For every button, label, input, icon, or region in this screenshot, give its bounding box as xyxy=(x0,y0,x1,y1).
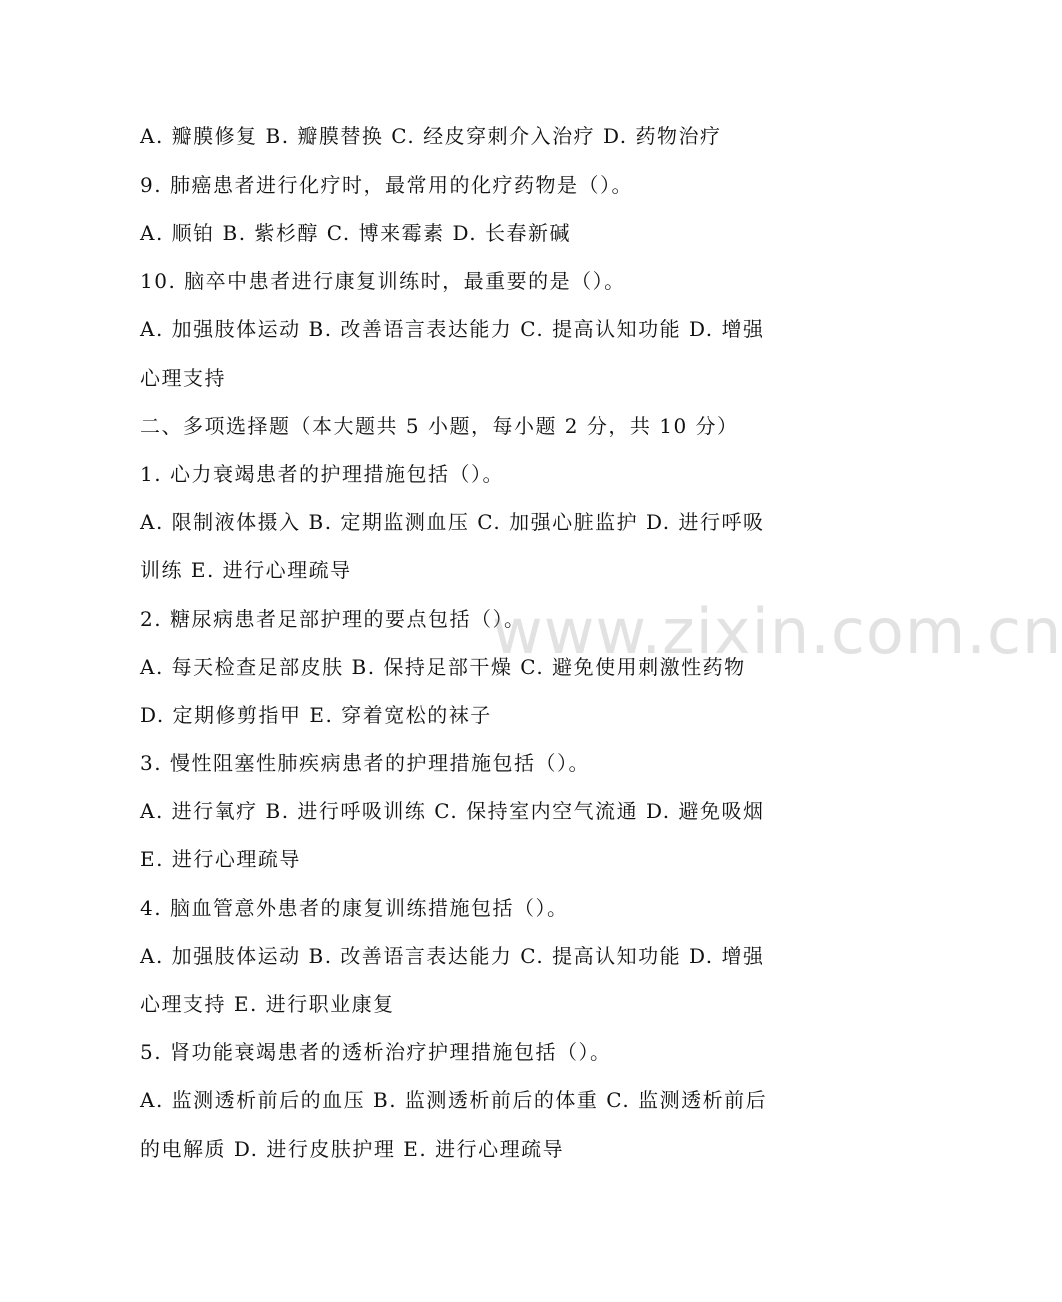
answer-options-continuation: E. 进行心理疏导 xyxy=(140,847,301,871)
answer-options-line: A. 瓣膜修复 B. 瓣膜替换 C. 经皮穿刺介入治疗 D. 药物治疗 xyxy=(140,124,722,148)
answer-options-line: A. 监测透析前后的血压 B. 监测透析前后的体重 C. 监测透析前后 xyxy=(140,1088,768,1112)
watermark: www.zixin.com.cn xyxy=(492,595,1062,668)
answer-options-continuation: 的电解质 D. 进行皮肤护理 E. 进行心理疏导 xyxy=(140,1137,565,1161)
question-2: 2. 糖尿病患者足部护理的要点包括（）。 xyxy=(140,607,526,631)
answer-options-continuation: 心理支持 xyxy=(140,366,226,390)
question-10: 10. 脑卒中患者进行康复训练时，最重要的是（）。 xyxy=(140,269,626,293)
answer-options-line: A. 加强肢体运动 B. 改善语言表达能力 C. 提高认知功能 D. 增强 xyxy=(140,944,765,968)
answer-options-line: A. 顺铂 B. 紫杉醇 C. 博来霉素 D. 长春新碱 xyxy=(140,221,571,245)
answer-options-line: A. 限制液体摄入 B. 定期监测血压 C. 加强心脏监护 D. 进行呼吸 xyxy=(140,510,765,534)
question-9: 9. 肺癌患者进行化疗时，最常用的化疗药物是（）。 xyxy=(140,173,633,197)
question-4: 4. 脑血管意外患者的康复训练措施包括（）。 xyxy=(140,896,569,920)
answer-options-continuation: D. 定期修剪指甲 E. 穿着宽松的袜子 xyxy=(140,703,492,727)
section-heading: 二、多项选择题（本大题共 5 小题，每小题 2 分，共 10 分） xyxy=(140,414,739,438)
answer-options-line: A. 加强肢体运动 B. 改善语言表达能力 C. 提高认知功能 D. 增强 xyxy=(140,317,765,341)
answer-options-line: A. 进行氧疗 B. 进行呼吸训练 C. 保持室内空气流通 D. 避免吸烟 xyxy=(140,799,765,823)
answer-options-continuation: 训练 E. 进行心理疏导 xyxy=(140,558,352,582)
question-1: 1. 心力衰竭患者的护理措施包括（）。 xyxy=(140,462,504,486)
answer-options-continuation: 心理支持 E. 进行职业康复 xyxy=(140,992,395,1016)
answer-options-line: A. 每天检查足部皮肤 B. 保持足部干燥 C. 避免使用刺激性药物 xyxy=(140,655,746,679)
question-5: 5. 肾功能衰竭患者的透析治疗护理措施包括（）。 xyxy=(140,1040,612,1064)
question-3: 3. 慢性阻塞性肺疾病患者的护理措施包括（）。 xyxy=(140,751,590,775)
